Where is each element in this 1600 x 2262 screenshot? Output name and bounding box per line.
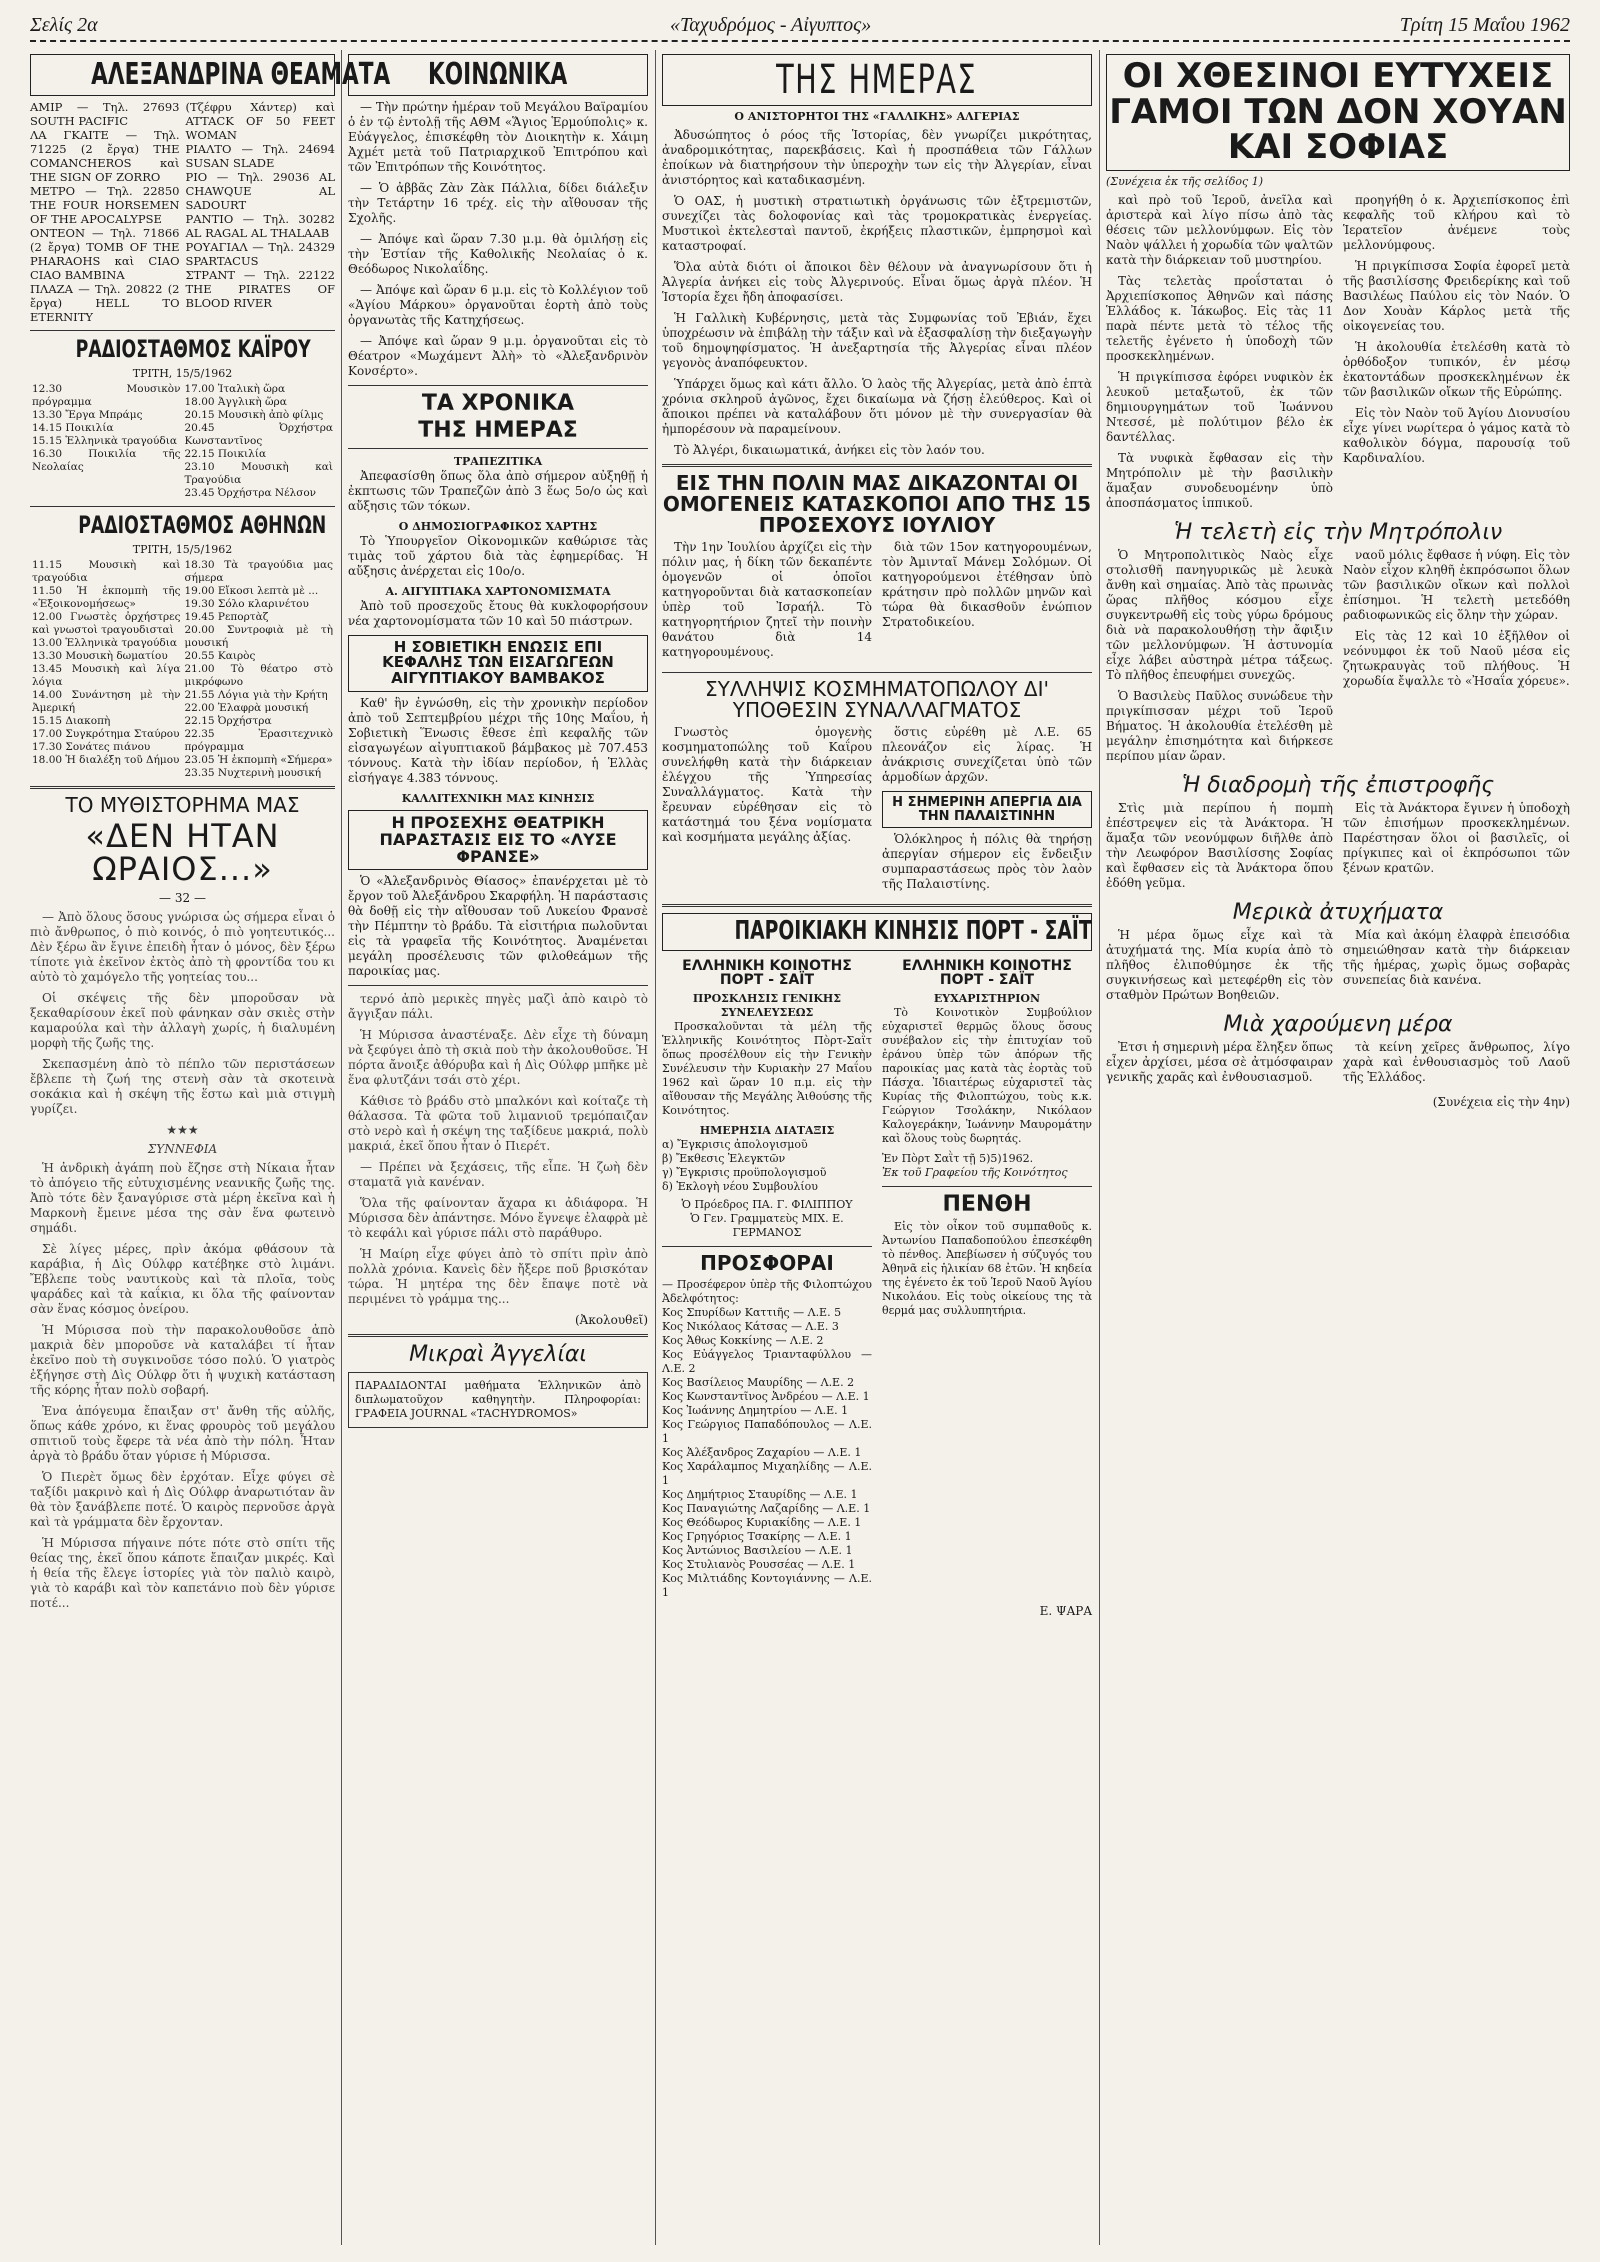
list-item: Κος Γεώργιος Παπαδόπουλος — Λ.Ε. 1 bbox=[662, 1417, 872, 1445]
schedule-item: 22.15 Ποικιλία bbox=[184, 447, 267, 460]
port-said-section bbox=[662, 955, 1092, 1600]
list-item: γ) Ἔγκρισις προϋπολογισμοῦ bbox=[662, 1165, 827, 1179]
paragraph: Εἰς τὸν οἶκον τοῦ συμπαθοῦς κ. Ἀντωνίου Παπαδοπούλου ἐπεσκέφθη τὸ πένθος. Ἀπεβίωσεν ἡ σύζυγός του Ἀθηνᾶ εἰς ἡλικίαν 68 ἐτῶν. Ἡ κηδεία της ἐγένετο ἐκ τοῦ Ἱεροῦ Ναοῦ Ἁγίου Νικολάου. Εἰς τοὺς οἰκείους της τὰ θερμά μας συλλυπητήρια. bbox=[882, 1220, 1092, 1318]
bank-label: ΤΡΑΠΕΖΙΤΙΚΑ bbox=[453, 454, 543, 468]
list-item: Κος Ἀλέξανδρος Ζαχαρίου — Λ.Ε. 1 bbox=[662, 1445, 862, 1459]
list-item: Κος Νικόλαος Κάτσας — Λ.Ε. 3 bbox=[662, 1319, 839, 1333]
section-heading: Μιὰ χαρούμενη μέρα bbox=[1223, 1012, 1453, 1038]
schedule-item: 17.00 Ἰταλικὴ ὥρα bbox=[184, 382, 286, 395]
donor-list bbox=[662, 1306, 872, 1600]
jeweller-body bbox=[662, 725, 1092, 898]
list-item: Κος Κωνσταντῖνος Ἀνδρέου — Λ.Ε. 1 bbox=[662, 1389, 870, 1403]
paragraph: καὶ πρὸ τοῦ Ἱεροῦ, ἀνεῖλα καὶ ἀριστερὰ καὶ λίγο πίσω ἀπὸ τὰς θέσεις τῶν μελλονύμφων. Εἰς τὸν Ναὸν ψάλλει ἡ χορωδία τῶν ψαλτῶν κατὰ τὴν διάρκειαν τοῦ μυστηρίου. bbox=[1106, 193, 1333, 268]
classified-ad: ΠΑΡΑΔΙΔΟΝΤΑΙ μαθήματα Ἑλληνικῶν ἀπὸ διπλωματοῦχον καθηγητὴν. Πληροφορίαι: ΓΡΑΦΕΙΑ JOURNAL «TACHYDROMOS» bbox=[348, 1372, 648, 1428]
spy-trial-headline: ΕΙΣ ΤΗΝ ΠΟΛΙΝ ΜΑΣ ΔΙΚΑΖΟΝΤΑΙ ΟΙ ΟΜΟΓΕΝΕΙΣ ΚΑΤΑΣΚΟΠΟΙ ΑΠΟ ΤΗΣ 15 ΠΡΟΣΕΧΟΥΣ ΙΟΥΛΙΟΥ bbox=[662, 471, 1092, 537]
schedule-item: 17.30 Σονάτες πιάνου bbox=[32, 740, 151, 753]
list-item: Κος Χαράλαμπος Μιχαηλίδης — Λ.Ε. 1 bbox=[662, 1459, 872, 1487]
schedule-item: 14.00 Συνάντηση μὲ τὴν Ἀμερική bbox=[32, 688, 181, 714]
continued-from: (Συνέχεια ἐκ τῆς σελίδος 1) bbox=[1106, 175, 1263, 189]
schedule-item: 13.30 Ἔργα Μπράμς bbox=[32, 408, 143, 421]
cinema-entry: ΜΕΤΡΟ — Τηλ. 22850 THE FOUR HORSEMEN OF THE APOCALYPSE bbox=[30, 183, 180, 226]
schedule-item: 12.30 Μουσικὸν πρόγραμμα bbox=[32, 382, 181, 408]
thanks-date: Ἐν Πὸρτ Σαῒτ τῇ 5)5)1962. bbox=[882, 1151, 1034, 1165]
schedule-item: 23.05 Ἡ ἑκπομπὴ «Σήμερα» bbox=[184, 753, 333, 766]
ceremony-section bbox=[1106, 548, 1570, 770]
schedule-item: 23.35 Νυχτερινὴ μουσική bbox=[184, 766, 322, 779]
schedule-item: 19.00 Εἴκοσι λεπτὰ μὲ ... bbox=[184, 584, 319, 597]
column-1 bbox=[30, 50, 391, 2245]
paragraph: Ἀπὸ τοῦ προσεχοῦς ἔτους θὰ κυκλοφορήσουν νέα χαρτονομίσματα τῶν 10 καὶ 50 πιάστρων. bbox=[348, 598, 648, 628]
radio-athens-schedule bbox=[30, 559, 335, 780]
novel-kicker: ΤΟ ΜΥΘΙΣΤΟΡΗΜΑ ΜΑΣ bbox=[65, 792, 300, 817]
radio-athens-date: ΤΡΙΤΗ, 15/5/1962 bbox=[132, 542, 233, 556]
agenda-label: ΗΜΕΡΗΣΙΑ ΔΙΑΤΑΞΙΣ bbox=[699, 1123, 835, 1137]
cinema-listing bbox=[30, 100, 335, 324]
paragraph: Ἡ Γαλλικὴ Κυβέρνησις, μετὰ τὰς Συμφωνίας τοῦ Ἐβιάν, ἔχει ὑποχρέωσιν νὰ ἐπιβάλῃ τὴν τάξιν καὶ νὰ ἐξασφαλίσῃ τὴν διεξαγωγὴν τοῦ δημοψηφίσματος. Ἡ ἀνεξαρτησία τῆς Ἀλγερίας εἶναι πλέον γεγονὸς ἀναπόφευκτον. bbox=[662, 311, 1092, 370]
paragraph: Στὶς μιὰ περίπου ἡ πομπὴ ἐπέστρεψεν εἰς τὰ Ἀνάκτορα. Ἡ ἅμαξα τῶν νεονύμφων διῆλθε ἀπὸ τὴν Λεωφόρον Βασιλίσσης Σοφίας καὶ ἔφθασεν εἰς τὰ Ἀνάκτορα ὅπου ἐδόθη γεῦμα. bbox=[1106, 801, 1333, 891]
community-header: ΕΛΛΗΝΙΚΗ ΚΟΙΝΟΤΗΣ ΠΟΡΤ - ΣΑΪΤ bbox=[902, 957, 1072, 989]
paragraph: τερνό ἀπὸ μερικὲς πηγὲς μαζὶ ἀπὸ καιρὸ τὸ ἄγγιξαν πάλι. bbox=[348, 992, 648, 1022]
summary-label: ΣΥΝΝΕΦΙΑ bbox=[147, 1142, 218, 1157]
schedule-item: 12.00 Γνωστὲς ὀρχήστρες καὶ γνωστοὶ τραγουδισταὶ bbox=[32, 610, 181, 636]
list-item: Κος Γρηγόριος Τσακίρης — Λ.Ε. 1 bbox=[662, 1529, 852, 1543]
schedule-item: 13.30 Μουσικὴ δωματίου bbox=[32, 649, 168, 662]
paragraph: Ὁ «Ἀλεξανδρινὸς Θίασος» ἐπανέρχεται μὲ τὸ ἔργον τοῦ Ἀλεξάνδρου Σκαρφήλη. Ἡ παράστασις θὰ δοθῇ εἰς τὴν αἴθουσαν τοῦ Λυκείου Φρανσὲ τὴν Πέμπτην τὸ βράδυ. Τὰ εἰσιτήρια πωλοῦνται εἰς τὰ γραφεῖα τῆς Κοινότητος. Ἀναμένεται μεγάλη προσέλευσις τῶν φιλοθεάμων τῆς παροικίας μας. bbox=[348, 874, 648, 979]
cinema-entry: ΣΤΡΑΝΤ — Τηλ. 22122 THE PIRATES OF BLOOD RIVER bbox=[185, 267, 335, 310]
thanks-label: ΕΥΧΑΡΙΣΤΗΡΙΟΝ bbox=[933, 991, 1041, 1005]
paragraph: διὰ τῶν 15ον κατηγορουμένων, τὸν Ἀμινταῖ Μάνεμ Σολόμων. Οἱ κατηγορούμενοι ἐτέθησαν ὑπὸ κράτησιν πρὸ πολλῶν μηνῶν καὶ τώρα θὰ δικασθοῦν ἐνώπιον Στρατοδικείου. bbox=[882, 540, 1092, 629]
schedule-item: 18.00 Ἀγγλικὴ ὥρα bbox=[184, 395, 287, 408]
schedule-item: 18.30 Τὰ τραγούδια μας σήμερα bbox=[184, 558, 333, 584]
schedule-item: 18.00 Ἡ διαλέξη τοῦ Δήμου bbox=[32, 753, 180, 766]
list-item: Κος Εὐάγγελος Τριανταφύλλου — Λ.Ε. 2 bbox=[662, 1347, 872, 1375]
radio-cairo-date: ΤΡΙΤΗ, 15/5/1962 bbox=[132, 366, 233, 380]
paragraph: Ἡ Μαίρη εἶχε φύγει ἀπὸ τὸ σπίτι πρὶν ἀπὸ πολλὰ χρόνια. Κανεὶς δὲν ἤξερε ποῦ βρισκόταν τώρα. Ἡ μητέρα της δὲν ἔπαψε ποτὲ νὰ περιμένει τὸ γράμμα της... bbox=[348, 1247, 648, 1307]
column-2 bbox=[348, 50, 648, 2245]
schedule-item: 21.55 Λόγια γιὰ τὴν Κρήτη bbox=[184, 688, 328, 701]
cinema-entry: (Τζέφρυ Χάντερ) καὶ ATTACK OF 50 FEET WOMAN bbox=[185, 99, 335, 142]
column-3 bbox=[662, 50, 1092, 2245]
offers-intro: — Προσέφερον ὑπὲρ τῆς Φιλοπτώχου Ἀδελφότητος: bbox=[662, 1277, 872, 1305]
cinema-entry: ΡΟΥΑΓΙΑΛ — Τηλ. 24329 SPARTACUS bbox=[185, 239, 335, 268]
section-heading: Μερικὰ ἀτυχήματα bbox=[1232, 900, 1444, 926]
paragraph: Τὸ Κοινοτικὸν Συμβούλιον εὐχαριστεῖ θερμῶς ὅλους ὅσους συνέβαλον εἰς τὴν ἐπιτυχίαν τοῦ ἐράνου ὑπὲρ τῶν ἀπόρων τῆς παροικίας μας κατὰ τὰς ἑορτὰς τοῦ Πάσχα. Ἰδιαιτέρως εὐχαριστεῖ τὰς Κυρίας τῆς Φιλοπτώχου, τοὺς κ.κ. Γεώργιον Τσολάκην, Νικόλαον Καλογεράκην, Ἰωάννην Μαυρομάτην καὶ ὅλους τοὺς δωρητάς. bbox=[882, 1005, 1092, 1145]
author-credit: Ε. ΨΑΡΑ bbox=[1039, 1603, 1092, 1618]
cinema-entry: ΡΙΑΛΤΟ — Τηλ. 24694 SUSAN SLADE bbox=[185, 141, 335, 170]
paragraph: Τὴν 1ην Ἰουλίου ἀρχίζει εἰς τὴν πόλιν μας, ἡ δίκη τῶν δεκαπέντε ὁμογενῶν οἱ ὁποῖοι κατηγοροῦνται διὰ κατασκοπείαν ὑπὲρ τοῦ Ἰσραήλ. Τὸ κατηγορητήριον ζητεῖ τὴν ποινὴν θανάτου διὰ 14 κατηγορουμένους. bbox=[662, 540, 872, 659]
paragraph: Εἰς τὸν Ναὸν τοῦ Ἁγίου Διονυσίου εἶχε γίνει νωρίτερα ὁ γάμος κατὰ τὸ καθολικὸν δόγμα, παρουσίᾳ τοῦ Καρδιναλίου. bbox=[1343, 406, 1570, 466]
list-item: Κος Παναγιώτης Λαζαρίδης — Λ.Ε. 1 bbox=[662, 1501, 871, 1515]
paragraph: Ἡ Μύρισσα ποὺ τὴν παρακολουθοῦσε ἀπὸ μακριὰ δὲν μποροῦσε νὰ καταλάβει τί ἦταν ἐκεῖνο ποὺ τὴ συγκινοῦσε τόσο πολύ. Ὁ γιατρὸς ἐξήγησε στὴ Δὶς Ούλφρ ὅτι ἡ ψυχικὴ κατάσταση τῆς κόρης ἦταν πολὺ σοβαρή. bbox=[30, 1323, 335, 1398]
paragraph: Ὅλα αὐτὰ διότι οἱ ἄποικοι δὲν θέλουν νὰ ἀναγνωρίσουν ὅτι ἡ Ἀλγερία ἀνήκει εἰς τοὺς Ἀλγερινούς. Εἶναι ὅμως ἀργὰ πλέον. Ἡ Ἱστορία ἔχει ἤδη ἀποφασίσει. bbox=[662, 260, 1092, 304]
page-folio bbox=[30, 8, 1570, 42]
paragraph: Ἡ ἀκολουθία ἐτελέσθη κατὰ τὸ ὀρθόδοξον τυπικόν, ἐν μέσῳ ἐκατοντάδων προσκεκλημένων ἐκ τῶν βασιλικῶν οἴκων τῆς Εὐρώπης. bbox=[1343, 340, 1570, 400]
paragraph: Τὸ Ὑπουργεῖον Οἰκονομικῶν καθώρισε τὰς τιμὰς τοῦ χάρτου διὰ τὰς ἐφημερίδας. Ἡ αὔξησις ἀνέρχεται εἰς 10ο/ο. bbox=[348, 533, 648, 578]
chronicle-header-1: ΤΑ ΧΡΟΝΙΚΑ bbox=[421, 390, 575, 416]
cinema-entry: ΛΑ ΓΚΑΙΤΕ — Τηλ. 71225 (2 ἔργα) THE COMANCHEROS καὶ THE SIGN OF ZORRO bbox=[30, 127, 180, 184]
wedding-headline: ΟΙ ΧΘΕΣΙΝΟΙ ΕΥΤΥΧΕΙΣ ΓΑΜΟΙ ΤΩΝ ΔΟΝ ΧΟΥΑΝ ΚΑΙ ΣΟΦΙΑΣ bbox=[1106, 54, 1570, 171]
cinema-header: ΑΛΕΞΑΝΔΡΙΝΑ ΘΕΑΜΑΤΑ bbox=[30, 54, 335, 96]
novel-body bbox=[30, 910, 335, 1611]
list-item: Κος Δημήτριος Σταυρίδης — Λ.Ε. 1 bbox=[662, 1487, 858, 1501]
schedule-item: 20.15 Μουσικὴ ἀπὸ φίλμς bbox=[184, 408, 324, 421]
paragraph: Ὁ ΟΑΣ, ἡ μυστικὴ στρατιωτικὴ ὀργάνωσις τῶν ἐξτρεμιστῶν, συνεχίζει τὰς δολοφονίας καὶ τὰς τρομοκρατικὰς ἐνεργείας. Μυστικοὶ ἐκτελεσταὶ παντοῦ, ἐκρήξεις πλαστικῶν, ἐμπρησμοὶ καὶ καταστροφαί. bbox=[662, 194, 1092, 253]
wedding-intro bbox=[1106, 193, 1570, 517]
paragraph: τὰ κείνη χεῖρες ἄνθρωπος, λίγο χαρὰ καὶ ἐνθουσιασμὸς τοῦ Λαοῦ τῆς Ἑλλάδος. bbox=[1343, 1040, 1570, 1085]
schedule-item: 20.45 Ὀρχήστρα Κωνσταντῖνος bbox=[184, 421, 333, 447]
separator-stars: ★★★ bbox=[166, 1123, 199, 1138]
theatre-headline: Η ΠΡΟΣΕΧΗΣ ΘΕΑΤΡΙΚΗ ΠΑΡΑΣΤΑΣΙΣ ΕΙΣ ΤΟ «ΛΥΣΕ ΦΡΑΝΣΕ» bbox=[348, 810, 648, 870]
schedule-item: 15.15 Διακοπὴ bbox=[32, 714, 111, 727]
schedule-item: 15.15 Ἑλληνικὰ τραγούδια bbox=[32, 434, 177, 447]
novel-continuation bbox=[348, 992, 648, 1307]
section-heading: Ἡ διαδρομὴ τῆς ἐπιστροφῆς bbox=[1181, 773, 1495, 799]
schedule-item: 21.00 Τὸ θέατρο στὸ μικρόφωνο bbox=[184, 662, 333, 688]
novel-installment: — 32 — bbox=[159, 891, 206, 906]
schedule-item: 11.50 Ἡ ἑκπομπὴ τῆς «Ἐξοικονομήσεως» bbox=[32, 584, 181, 610]
mourning-header: ΠΕΝΘΗ bbox=[942, 1191, 1032, 1217]
banknotes-label: Α. ΑΙΓΥΠΤΙΑΚΑ ΧΑΡΤΟΝΟΜΙΣΜΑΤΑ bbox=[385, 584, 611, 598]
page-number: Σελίς 2α bbox=[30, 14, 98, 36]
paragraph: Προσκαλοῦνται τὰ μέλη τῆς Ἑλληνικῆς Κοινότητος Πὸρτ-Σαῒτ ὅπως προσέλθουν εἰς τὴν Γενικὴν Συνέλευσιν τὴν Κυριακὴν 27 Μαΐου 1962 καὶ ὥραν 10 π.μ. εἰς τὴν αἴθουσαν τῆς Μεγάλης Ἀιθούσης τῆς Κοινότητος. bbox=[662, 1019, 872, 1117]
list-item: Κος Στυλιανὸς Ρουσσέας — Λ.Ε. 1 bbox=[662, 1557, 856, 1571]
paragraph: Ἡ πριγκίπισσα Σοφία ἐφορεῖ μετὰ τῆς βασιλίσσης Φρειδερίκης καὶ τοῦ Βασιλέως Παύλου εἰς τὸν Ναόν. Ὁ Δον Χουὰν Κάρλος μετὰ τῆς οἰκογενείας του. bbox=[1343, 259, 1570, 334]
paragraph: Σὲ λίγες μέρες, πρὶν ἀκόμα φθάσουν τὰ καράβια, ἡ Δὶς Ούλφρ κατέβηκε στὸ λιμάνι. Ἔβλεπε τοὺς ναυτικοὺς καὶ τὰ πλοῖα, τοὺς ψαράδες καὶ τὰ καΐκια, κι ὅλα τῆς φαίνονταν σὰν ἕνας κόσμος ὀνείρου. bbox=[30, 1242, 335, 1317]
paragraph: Τὰς τελετὰς προΐσταται ὁ Ἀρχιεπίσκοπος Ἀθηνῶν καὶ πάσης Ἑλλάδος κ. Ἰάκωβος. Εἰς τὰς 11 παρὰ πέντε μετὰ τὸ τέλος τῆς τελετῆς ἐγένετο ἡ ὑποδοχὴ τῶν προσκεκλημένων. bbox=[1106, 274, 1333, 364]
paragraph: Τὰ νυφικὰ ἔφθασαν εἰς τὴν Μητρόπολιν μὲ τὴν βασιλικὴν ἅμαξαν συνοδευομένην ὑπὸ ἀποσπάσματος ἱππικοῦ. bbox=[1106, 451, 1333, 511]
paragraph: Εἰς τὰ Ἀνάκτορα ἔγινεν ἡ ὑποδοχὴ τῶν ἐπισήμων προσκεκλημένων. Παρέστησαν ὅλοι οἱ βασιλεῖς, οἱ πρίγκιπες καὶ οἱ ἐκπρόσωποι τῶν ξένων κρατῶν. bbox=[1343, 801, 1570, 876]
schedule-item: 16.30 Ποικιλία τῆς Νεολαίας bbox=[32, 447, 181, 473]
paragraph: Ἡ Μύρισσα ἀναστέναξε. Δὲν εἶχε τὴ δύναμη νὰ ξεφύγει ἀπὸ τὴ σκιὰ ποὺ τὴν ἀκολουθοῦσε. Ἡ πόρτα ἄνοιξε ἀθόρυβα καὶ ἡ Δὶς Ούλφρ μπῆκε μὲ ἕνα φλυτζάνι τσάι στὸ χέρι. bbox=[348, 1028, 648, 1088]
list-item: β) Ἔκθεσις Ἐλεγκτῶν bbox=[662, 1151, 786, 1165]
paragraph: Ἡ μέρα ὅμως εἶχε καὶ τὰ ἀτυχήματά της. Μία κυρία ἀπὸ τὸ πλῆθος ἐλιποθύμησε ἐκ τῆς συγκινήσεως καὶ μετεφέρθη εἰς τὸν σταθμὸν Πρώτων Βοηθειῶν. bbox=[1106, 928, 1333, 1003]
paragraph: Ἀδυσώπητος ὁ ρόος τῆς Ἱστορίας, δὲν γνωρίζει μικρότητας, ἀναδρομικότητας, παρεκβάσεις. Καὶ ἡ προσπάθεια τῶν Γάλλων ἐποίκων νὰ διατηρήσουν τὴν ὑπεροχὴν των εἰς τὴν Ἀλγερίαν, εἶναι ἀνιστόρητος καὶ καταδικασμένη. bbox=[662, 128, 1092, 187]
list-item: Κος Σπυρίδων Καττιῆς — Λ.Ε. 5 bbox=[662, 1305, 842, 1319]
schedule-item: 20.00 Συντροφιὰ μὲ τὴ μουσική bbox=[184, 623, 333, 649]
schedule-item: 19.30 Σόλο κλαρινέτου bbox=[184, 597, 309, 610]
editorial-header: ΤΗΣ ΗΜΕΡΑΣ bbox=[662, 54, 1092, 106]
paper-label: Ο ΔΗΜΟΣΙΟΓΡΑΦΙΚΟΣ ΧΑΡΤΗΣ bbox=[398, 519, 598, 533]
newspaper-name: «Ταχυδρόμος - Αἰγυπτος» bbox=[670, 14, 872, 36]
happy-day-section bbox=[1106, 1040, 1570, 1091]
return-section bbox=[1106, 801, 1570, 897]
cinema-entry: ΟΝΤΕΟΝ — Τηλ. 71866 (2 ἔργα) TOMB OF THE PHARAOHS καὶ CIAO CIAO BAMBINA bbox=[30, 225, 180, 282]
paragraph: — Ἀπόψε καὶ ὥραν 6 μ.μ. εἰς τὸ Κολλέγιον τοῦ «Ἁγίου Μάρκου» ὀργανοῦται ἑορτὴ ἀπὸ τοὺς ὀργανωτὰς τῆς Κατηχήσεως. bbox=[348, 282, 648, 327]
paragraph: Σκεπασμένη ἀπὸ τὸ πέπλο τῶν περιστάσεων ἔβλεπε τὴ ζωή της στενὴ σὰν τὰ σκοτεινὰ σοκάκια καὶ ἡ σκέψη τῆς ἕστω καὶ μιὰ στιγμὴ γυρίζει. bbox=[30, 1057, 335, 1117]
issue-date: Τρίτη 15 Μαΐου 1962 bbox=[1399, 14, 1570, 36]
list-item: δ) Ἐκλογὴ νέου Συμβουλίου bbox=[662, 1179, 818, 1193]
paragraph: ὅστις εὑρέθη μὲ Λ.Ε. 65 πλεονάζον εἰς λίρας. Ἡ ἀνάκρισις συνεχίζεται ὑπὸ τῶν ἁρμοδίων ἀρχῶν. bbox=[882, 725, 1092, 784]
list-item: α) Ἔγκρισις ἀπολογισμοῦ bbox=[662, 1137, 808, 1151]
paragraph: Ὁ Βασιλεὺς Παῦλος συνώδευε τὴν πριγκίπισσαν μέχρι τοῦ Ἱεροῦ Βήματος. Ἡ ἀκολουθία ἐτελέσθη μὲ μεγάλην ἐπισημότητα καὶ διήρκεσε περίπου μίαν ὥραν. bbox=[1106, 689, 1333, 764]
thanks-signature: Ἐκ τοῦ Γραφείου τῆς Κοινότητος bbox=[882, 1165, 1068, 1179]
schedule-item: 22.15 Ὀρχήστρα bbox=[184, 714, 272, 727]
cinema-entry: ΡΙΟ — Τηλ. 29036 AL CHAWQUE AL SADOURT bbox=[185, 169, 335, 212]
community-header: ΕΛΛΗΝΙΚΗ ΚΟΙΝΟΤΗΣ ΠΟΡΤ - ΣΑΪΤ bbox=[682, 957, 852, 989]
paragraph: Ἀπεφασίσθη ὅπως ὅλα ἀπὸ σήμερον αὐξηθῇ ἡ ἐκπτωσις τῶν Τραπεζῶν ἀπὸ 3 ἕως 5ο/ο ὡς καὶ αὔξησις τῶν τόκων. bbox=[348, 468, 648, 513]
paragraph: ναοῦ μόλις ἔφθασε ἡ νύφη. Εἰς τὸν Ναὸν εἶχον κληθῆ ἐκπρόσωποι ὅλων τῶν βασιλικῶν οἴκων καὶ πολλοὶ ἐπίσημοι. Ἡ τελετὴ μετεδόθη ραδιοφωνικῶς εἰς ὅλην τὴν χώραν. bbox=[1343, 548, 1570, 623]
paragraph: — Ἀπὸ ὅλους ὅσους γνώρισα ὡς σήμερα εἶναι ὁ πιὸ ἄνθρωπος, ὁ πιὸ κοινός, ὁ πιὸ γοητευτικός... Δὲν ξέρω ἂν ἔγινε ἐπειδὴ ἦταν ὁ μόνος, δὲν ξέρω τίποτε γιὰ ἐκεῖνον ἐκτὸς ἀπὸ τὴ φροντίδα του κι αὐτὸ τὸ χαμόγελο τῆς γοητείας του... bbox=[30, 910, 335, 985]
ads-header: Μικραὶ Ἀγγελίαι bbox=[409, 1342, 587, 1368]
paragraph: — Ὁ ἀββᾶς Ζὰν Ζὰκ Πάλλια, δίδει διάλεξιν τὴν Τετάρτην 16 τρέχ. εἰς τὴν αἴθουσαν τῆς Σχολῆς. bbox=[348, 180, 648, 225]
schedule-item: 23.10 Μουσικὴ καὶ Τραγούδια bbox=[184, 460, 333, 486]
schedule-item: 23.45 Ὀρχήστρα Νέλσον bbox=[184, 486, 317, 499]
schedule-item: 14.15 Ποικιλία bbox=[32, 421, 114, 434]
invitation-label: ΠΡΟΣΚΛΗΣΙΣ ΓΕΝΙΚΗΣ ΣΥΝΕΛΕΥΣΕΩΣ bbox=[692, 991, 842, 1019]
cinema-entry: ΠΛΑΖΑ — Τηλ. 20822 (2 ἔργα) HELL TO ETERNITY bbox=[30, 281, 180, 324]
paragraph: Τὸ Ἀλγέρι, δικαιωματικά, ἀνήκει εἰς τὸν λαόν του. bbox=[674, 443, 985, 457]
schedule-item: 20.55 Καιρὸς bbox=[184, 649, 256, 662]
list-item: Κος Ἰωάννης Δημητρίου — Λ.Ε. 1 bbox=[662, 1403, 849, 1417]
paragraph: Ἡ πριγκίπισσα ἐφόρει νυφικὸν ἐκ λευκοῦ μεταξωτοῦ, ἐκ τῶν δημιουργημάτων τοῦ Ἰωάννου Ντεσσέ, μὲ πολύτιμον βέλο ἐκ δαντέλλας. bbox=[1106, 370, 1333, 445]
spy-trial-body bbox=[662, 540, 1092, 666]
secretary-signature: Ὁ Γεν. Γραμματεὺς ΜΙΧ. Ε. ΓΕΡΜΑΝΟΣ bbox=[690, 1211, 844, 1239]
paragraph: Ἐνα ἀπόγευμα ἔπαιξαν στ' ἄνθη τῆς αὐλῆς, ὅπως κάθε χρόνο, κι ἕνας φρουρὸς τοῦ μεγάλου σπιτιοῦ τοὺς ἔφερε τὰ νέα ἀπὸ τὴν πόλη. Ἦταν ἀργὰ τὸ βράδυ ὅταν γύρισε ἡ Μύρισσα. bbox=[30, 1404, 335, 1464]
list-item: Κος Ἀθως Κοκκίνης — Λ.Ε. 2 bbox=[662, 1333, 824, 1347]
social-header: ΚΟΙΝΩΝΙΚΑ bbox=[348, 54, 648, 96]
schedule-item: 11.15 Μουσικὴ καὶ τραγούδια bbox=[32, 558, 181, 584]
paragraph: Ἡ Μύρισσα πήγαινε πότε πότε στὸ σπίτι τῆς θείας της, ἐκεῖ ὅπου κάποτε ἔπαιζαν μικρές. Καὶ ἡ θεία τῆς ἔλεγε ἱστορίες γιὰ τὸν παλιὸ καιρὸ, γιὰ τὸ καράβι καὶ τὸν καπετάνιο ποὺ δὲν γύρισε ποτέ... bbox=[30, 1536, 335, 1611]
strike-headline: Η ΣΗΜΕΡΙΝΗ ΑΠΕΡΓΙΑ ΔΙΑ ΤΗΝ ΠΑΛΑΙΣΤΙΝΗΝ bbox=[882, 791, 1092, 828]
paragraph: Κάθισε τὸ βράδυ στὸ μπαλκόνι καὶ κοίταζε τὴ θάλασσα. Τὰ φῶτα τοῦ λιμανιοῦ τρεμόπαιζαν στὸ νερὸ καὶ ἡ σκέψη της ταξίδευε μακριά, πολὺ μακριά, ἐκεῖ ὅπου ἦταν ὁ Πιερέτ. bbox=[348, 1094, 648, 1154]
schedule-item: 13.45 Μουσικὴ καὶ λίγα λόγια bbox=[32, 662, 181, 688]
paragraph: — Τὴν πρώτην ἡμέραν τοῦ Μεγάλου Βαϊραμίου ὁ ἐν τῷ ἐντολῇ τῆς ΑΘΜ «Ἅγιος Ἑρμούπολις» κ. Εὐάγγελος, ἐπισκέφθη τὸν Διοικητὴν κ. Χάιμη Ἀχμέτ μετὰ τοῦ Πατριαρχικοῦ Ἐπιτρόπου καὶ τῶν Ἐπιτρόπων τῆς Κοινότητος. bbox=[348, 99, 648, 174]
list-item: Κος Ἀντώνιος Βασιλείου — Λ.Ε. 1 bbox=[662, 1543, 853, 1557]
paragraph: — Πρέπει νὰ ξεχάσεις, τῆς εἶπε. Ἡ ζωὴ δὲν σταματᾶ γιὰ κανέναν. bbox=[348, 1160, 648, 1190]
radio-cairo-header: ΡΑΔΙΟΣΤΑΘΜΟΣ ΚΑΪΡΟΥ bbox=[75, 334, 311, 363]
list-item: Κος Θεόδωρος Κυριακίδης — Λ.Ε. 1 bbox=[662, 1515, 862, 1529]
schedule-item: 13.00 Ἑλληνικὰ τραγούδια bbox=[32, 636, 177, 649]
cinema-entry: ΡΑΝΤΙΟ — Τηλ. 30282 AL RAGAL AL THALAAB bbox=[185, 211, 335, 240]
cinema-entry: ΑΜΙΡ — Τηλ. 27693 SOUTH PACIFIC bbox=[30, 99, 180, 128]
continued-note: (Ἀκολουθεῖ) bbox=[574, 1313, 648, 1328]
paragraph: — Ἀπόψε καὶ ὥραν 9 μ.μ. ὀργανοῦται εἰς τὸ Θέατρον «Μωχάμεντ Ἀλὴ» τὸ «Ἀλεξανδρινὸν Κονσέρτο». bbox=[348, 333, 648, 378]
chronicle-header-2: ΤΗΣ ΗΜΕΡΑΣ bbox=[418, 417, 578, 443]
paragraph: Ὁλόκληρος ἡ πόλις θὰ τηρήσῃ ἀπεργίαν σήμερον εἰς ἔνδειξιν συμπαραστάσεως πρὸς τὸν λαὸν τῆς Παλαιστίνης. bbox=[882, 832, 1092, 892]
paragraph: Γνωστὸς ὁμογενὴς κοσμηματοπώλης τοῦ Καΐρου συνελήφθη κατὰ τὴν διάρκειαν ἐλέγχου τῆς Ὑπηρεσίας Συναλλάγματος. Κατὰ τὴν ἔρευναν εὑρέθησαν εἰς τὸ κατάστημά του ξένα νομίσματα καὶ κοσμήματα μεγάλης ἀξίας. bbox=[662, 725, 872, 844]
paragraph: Ὁ Μητροπολιτικὸς Ναὸς εἶχε στολισθῆ πανηγυρικῶς μὲ λευκὰ ἄνθη καὶ σημαίας. Ἀπὸ τὰς πρωινὰς ὥρας πλῆθος κόσμου εἶχε συγκεντρωθῆ εἰς τοὺς γύρω δρόμους διὰ νὰ παρακολουθήσῃ τὴν ἄφιξιν τῶν μελλονύμφων. Ἡ ἀστυνομία εἶχε λάβει αὐστηρὰ μέτρα τάξεως. Τὸ πλῆθος ἐπευφήμει συνεχῶς. bbox=[1106, 548, 1333, 683]
paragraph: Μία καὶ ἀκόμη ἐλαφρὰ ἐπεισόδια σημειώθησαν κατὰ τὴν διάρκειαν τῆς ἡμέρας, χωρὶς ὅμως σοβαρὰς συνεπείας διὰ κανένα. bbox=[1343, 928, 1570, 988]
agenda-list bbox=[662, 1138, 872, 1194]
schedule-item: 17.00 Συγκρότημα Σταύρου bbox=[32, 727, 180, 740]
paragraph: — Ἀπόψε καὶ ὥραν 7.30 μ.μ. θὰ ὁμιλήσῃ εἰς τὴν Ἑστίαν τῆς Καθολικῆς Νεολαίας ὁ κ. Θεόδωρος Νικολαΐδης. bbox=[348, 231, 648, 276]
radio-athens-header: ΡΑΔΙΟΣΤΑΘΜΟΣ ΑΘΗΝΩΝ bbox=[78, 510, 327, 539]
paragraph: Ὁ Πιερὲτ ὅμως δὲν ἐρχόταν. Εἶχε φύγει σὲ ταξίδι μακρινὸ καὶ ἡ Δὶς Ούλφρ ἀναρωτιόταν ἂν θὰ τὸν ξανάβλεπε ποτέ. Ὁ καιρὸς περνοῦσε ἀργὰ καὶ τὰ γράμματα δὲν ἔρχονταν. bbox=[30, 1470, 335, 1530]
paragraph: Καθ' ἣν ἐγνώσθη, εἰς τὴν χρονικὴν περίοδον ἀπὸ τοῦ Σεπτεμβρίου μέχρι τῆς 10ης Μαΐου, ἡ Σοβιετικὴ Ἕνωσις ἔθεσε ἐπὶ κεφαλῆς τῶν εἰσαγωγέων αἰγυπτιακοῦ βάμβακος μὲ 707.453 τόννους. Κατὰ τὴν ἰδίαν περίοδον, ἡ Ἑλλὰς εἰσήγαγε 4.383 τόννους. bbox=[348, 695, 648, 785]
port-said-header: ΠΑΡΟΙΚΙΑΚΗ ΚΙΝΗΣΙΣ ΠΟΡΤ - ΣΑΪΤ bbox=[662, 913, 1092, 950]
art-label: ΚΑΛΛΙΤΕΧΝΙΚΗ ΜΑΣ ΚΙΝΗΣΙΣ bbox=[401, 791, 595, 805]
list-item: Κος Βασίλειος Μαυρίδης — Λ.Ε. 2 bbox=[662, 1375, 855, 1389]
paragraph: Εἰς τὰς 12 καὶ 10 ἐξῆλθον οἱ νεόνυμφοι ἐκ τοῦ Ναοῦ μέσα εἰς ζητωκραυγὰς τοῦ πλήθους. Ἡ χορωδία ἔψαλλε τὸ «Ἠσαΐα χόρευε». bbox=[1343, 629, 1570, 689]
novel-title: «ΔΕΝ ΗΤΑΝ ΩΡΑΙΟΣ...» bbox=[85, 816, 280, 889]
schedule-item: 22.00 Ἐλαφρὰ μουσική bbox=[184, 701, 309, 714]
paragraph: Ἐτσι ἡ σημερινὴ μέρα ἔληξεν ὅπως εἶχεν ἀρχίσει, μέσα σὲ ἀτμόσφαιραν γενικῆς χαρᾶς καὶ ἐνθουσιασμοῦ. bbox=[1106, 1040, 1333, 1085]
radio-cairo-schedule bbox=[30, 383, 335, 500]
president-signature: Ὁ Πρόεδρος ΠΑ. Γ. ΦΙΛΙΠΠΟΥ bbox=[681, 1197, 853, 1211]
schedule-item: 22.35 Ἐρασιτεχνικὸ πρόγραμμα bbox=[184, 727, 333, 753]
list-item: Κος Μιλτιάδης Κοντογιάννης — Λ.Ε. 1 bbox=[662, 1571, 872, 1599]
jeweller-headline: ΣΥΛΛΗΨΙΣ ΚΟΣΜΗΜΑΤΟΠΩΛΟΥ ΔΙ' ΥΠΟΘΕΣΙΝ ΣΥΝΑΛΛΑΓΜΑΤΟΣ bbox=[705, 677, 1049, 722]
paragraph: Οἱ σκέψεις τῆς δὲν μποροῦσαν νὰ ξεκαθαρίσουν ἐκεῖ ποὺ φάνηκαν σὰν σκιὲς στὴν καμαρούλα καὶ τὴν ἀλλαγὴ χωρίς, ἡ διαλυμένη μορφὴ τῆς ζωῆς της. bbox=[30, 991, 335, 1051]
schedule-item: 19.45 Ρεπορτὰζ bbox=[184, 610, 269, 623]
offers-header: ΠΡΟΣΦΟΡΑΙ bbox=[700, 1250, 834, 1275]
paragraph: Ἡ ἀνδρικὴ ἀγάπη ποὺ ἔζησε στὴ Νίκαια ἦταν τὸ ἀπόγειο τῆς εὐτυχισμένης νεανικῆς ζωῆς της. Ἀπὸ τότε δὲν ξαναγύρισε στὰ μέρη ἐκεῖνα καὶ ἡ Μαρκονὴ ἔμεινε μέσα της σὰν ἕνα φωτεινὸ σημάδι. bbox=[30, 1161, 335, 1236]
section-heading: Ἡ τελετὴ εἰς τὴν Μητρόπολιν bbox=[1173, 520, 1503, 546]
paragraph: Ὅλα τῆς φαίνονταν ἄχαρα κι ἀδιάφορα. Ἡ Μύρισσα δὲν ἀπάντησε. Μόνο ἔγνεψε ἐλαφρὰ μὲ τὸ κεφάλι καὶ γύρισε πάλι στὸ παράθυρο. bbox=[348, 1196, 648, 1241]
column-4 bbox=[1106, 50, 1570, 2245]
soviet-headline: Η ΣΟΒΙΕΤΙΚΗ ΕΝΩΣΙΣ ΕΠΙ ΚΕΦΑΛΗΣ ΤΩΝ ΕΙΣΑΓΩΓΕΩΝ ΑΙΓΥΠΤΙΑΚΟΥ ΒΑΜΒΑΚΟΣ bbox=[348, 635, 648, 692]
paragraph: προηγήθη ὁ κ. Ἀρχιεπίσκοπος ἐπὶ κεφαλῆς τοῦ κλήρου καὶ τὸ Ἱερατεῖον ἀνέμενε τοὺς μελλονύμφους. bbox=[1343, 193, 1570, 253]
editorial-subtitle: Ο ΑΝΙΣΤΟΡΗΤΟΙ ΤΗΣ «ΓΑΛΛΙΚΗΣ» ΑΛΓΕΡΙΑΣ bbox=[734, 110, 1020, 123]
accidents-section bbox=[1106, 928, 1570, 1009]
paragraph: Ὑπάρχει ὅμως καὶ κάτι ἄλλο. Ὁ λαὸς τῆς Ἀλγερίας, μετὰ ἀπὸ ἑπτὰ χρόνια σκληροῦ ἀγῶνος, ἔχει δικαίωμα νὰ ζήσῃ ἐλεύθερος. Καὶ οἱ ἄποικοι πρέπει νὰ καταλάβουν ὅτι μόνον μὲ τὴν συνεργασίαν θὰ ἠμπορέσουν νὰ παραμείνουν. bbox=[662, 377, 1092, 436]
continued-note: (Συνέχεια εἰς τὴν 4ην) bbox=[1432, 1095, 1570, 1110]
